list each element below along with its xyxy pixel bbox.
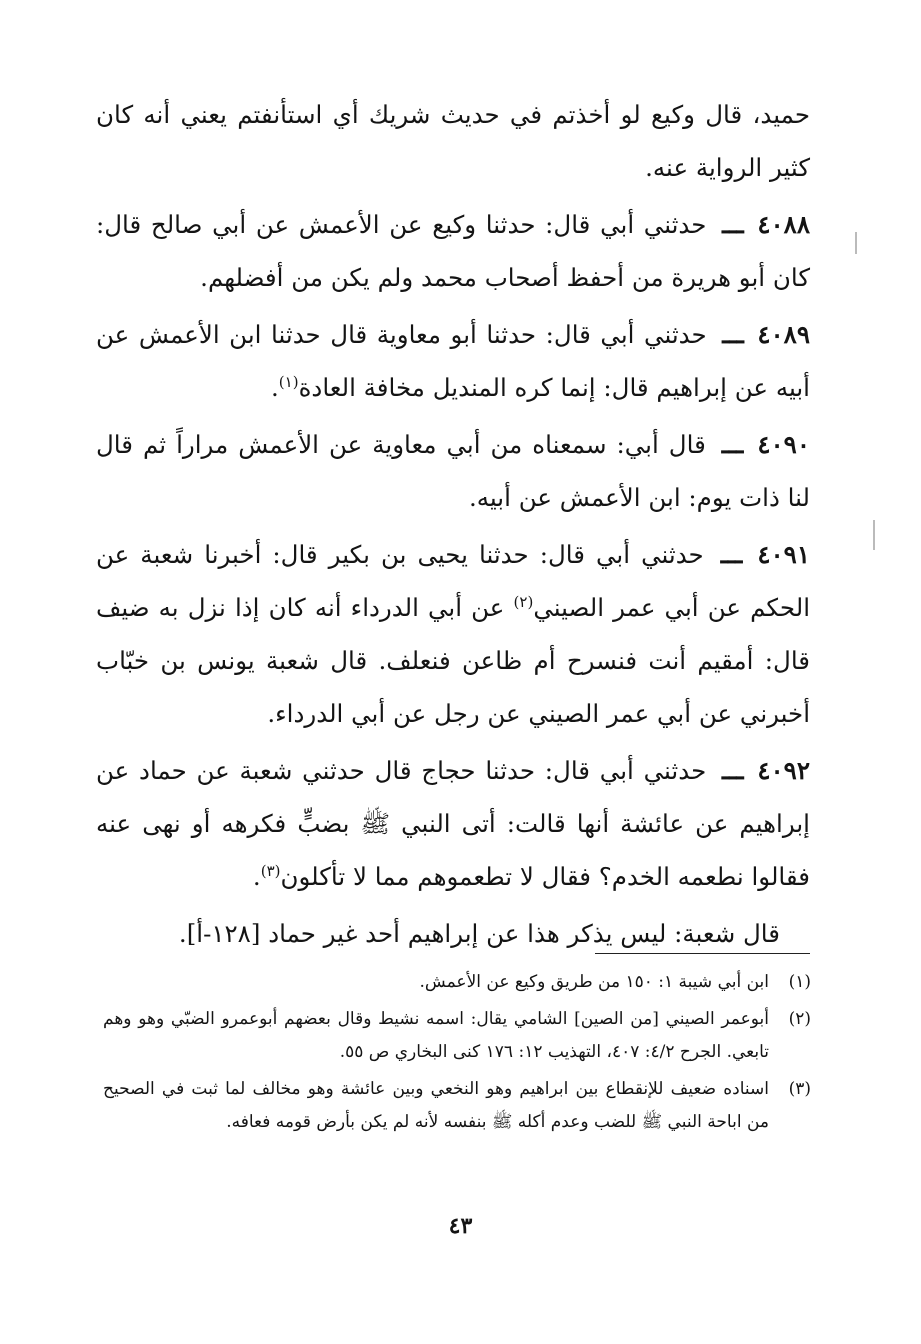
footnote-1 [103,966,811,999]
footnote-mark: (٣) [788,1079,811,1099]
paragraph-text: حدثني أبي قال: حدثنا يحيى بن بكير قال: أخبرنا شعبة عن الحكم عن أبي عمر الصيني [96,540,810,622]
footnote-text: أبوعمر الصيني [من الصين] الشامي يقال: اسمه نشيط وقال بعضهم أبوعمرو الضبّي وهو وهم تابعي. الجرح ٤/٢: ٤٠٧، التهذيب ١٢: ١٧٦ كنى البخاري ص ٥٥. [103,1009,769,1062]
main-text [96,88,810,964]
hadith-number: ٤٠٨٨ [757,210,810,239]
scan-speck [873,520,875,550]
paragraph-4091 [96,528,810,740]
paragraph-tail: عن أبي الدرداء أنه كان إذا نزل به ضيف قال: أمقيم أنت فنسرح أم ظاعن فنعلف. قال شعبة يونس بن خبّاب أخبرني عن أبي عمر الصيني عن رجل عن أبي الدرداء. [96,593,810,728]
paragraph-text: قال أبي: سمعناه من أبي معاوية عن الأعمش مراراً ثم قال لنا ذات يوم: ابن الأعمش عن أبيه. [96,430,810,512]
dash-separator: ـــ [721,430,744,459]
footnote-mark: (١) [788,972,811,992]
footnote-text: ابن أبي شيبة ١: ١٥٠ من طريق وكيع عن الأعمش. [419,972,769,992]
hadith-number: ٤٠٩١ [757,540,810,569]
footnote-ref[interactable]: (٢) [513,592,534,611]
dash-separator: ـــ [720,540,743,569]
paragraph-4088 [96,198,810,304]
scan-speck [855,232,857,254]
footnote-ref[interactable]: (١) [278,372,299,391]
paragraph-text: حدثني أبي قال: حدثنا حجاج قال حدثني شعبة عن حماد عن إبراهيم عن عائشة أنها قالت: أتى النبي ﷺ بضبٍّ فكرهه أو نهى عنه فقالوا نطعمه الخدم؟ فقال لا تطعموهم مما لا تأكلون [96,756,810,891]
paragraph-text: حدثني أبي قال: حدثنا وكيع عن الأعمش عن أبي صالح قال: كان أبو هريرة من أحفظ أصحاب محمد ولم يكن من أفضلهم. [96,210,810,292]
paragraph-4092 [96,744,810,903]
dash-separator: ـــ [722,320,744,349]
paragraph-4089 [96,308,810,414]
hadith-number: ٤٠٩٠ [757,430,810,459]
footnotes [103,966,811,1143]
dash-separator: ـــ [722,756,744,785]
paragraph-text: حدثني أبي قال: حدثنا أبو معاوية قال حدثنا ابن الأعمش عن أبيه عن إبراهيم قال: إنما كره المنديل مخافة العادة [96,320,810,402]
paragraph-continuation [96,88,810,194]
footnote-ref[interactable]: (٣) [260,861,281,880]
page-number: ٤٣ [448,1213,473,1239]
hadith-number: ٤٠٩٢ [757,756,810,785]
paragraph-text: قال شعبة: ليس يذكر هذا عن إبراهيم أحد غير حماد [١٢٨-أ]. [178,919,780,948]
footnote-3 [103,1073,811,1139]
dash-separator: ـــ [722,210,744,239]
footnote-mark: (٢) [788,1009,811,1029]
paragraph-tail: . [252,862,261,891]
hadith-number: ٤٠٨٩ [757,320,810,349]
footnote-2 [103,1003,811,1069]
paragraph-4090 [96,418,810,524]
paragraph-text: حميد، قال وكيع لو أخذتم في حديث شريك أي استأنفتم يعني أنه كان كثير الرواية عنه. [96,100,810,182]
footnote-divider [595,953,810,954]
footnote-text: اسناده ضعيف للإنقطاع بين ابراهيم وهو النخعي وبين عائشة وهو مخالف لما ثبت في الصحيح من اباحة النبي ﷺ للضب وعدم أكله ﷺ بنفسه لأنه لم يكن بأرض قومه فعافه. [103,1079,769,1132]
paragraph-tail: . [271,373,279,402]
